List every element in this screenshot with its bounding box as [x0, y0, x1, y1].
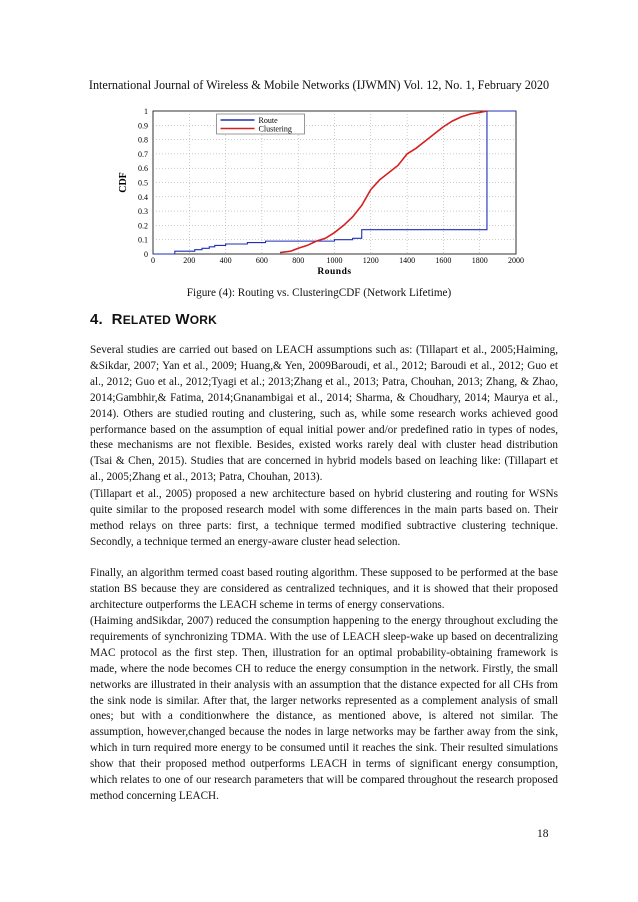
section-heading [90, 311, 217, 328]
journal-header: International Journal of Wireless & Mobile Networks (IJWMN) Vol. 12, No. 1, February 2020 [88, 78, 550, 92]
paragraph-2: (Tillapart et al., 2005) proposed a new architecture based on hybrid clustering and routing for WSNs quite similar to the proposed research model with some differences in the main parts based on. Their method relays on three parts: first, a technique termed modified subtractive clustering technique. Secondly, a technique termed an energy-aware cluster head selection. [90, 488, 558, 548]
x-tick-label: 1800 [471, 256, 488, 265]
y-tick-label: 0.3 [138, 207, 148, 217]
x-axis-label: Rounds [317, 267, 352, 277]
cdf-chart [108, 100, 528, 278]
legend-label-route: Route [258, 116, 278, 125]
paragraph-4: (Haiming andSikdar, 2007) reduced the consumption happening to the energy throughout excluding the requirements of synchronizing TDMA. With the use of LEACH sleep-wake up based on decentralizing MAC protocol as the first step. Then, illustration for an optimal probability-obtaining framework is made, where the node becomes CH to reduce the energy consumption in the network. Firstly, the small networks are illustrated in their analysis with an assumption that the distance expected for all CHs from the sink node is similar. After that, the larger networks represented as a complement analysis of small ones; but with a conditionwhere the distance, as mentioned above, is altered not similar. The assumption, however,changed because the nodes in large networks may be farther away from the sink, which in turn required more energy to be consumed until it reaches the sink. Their resulted simulations show that their proposed method outperforms LEACH in terms of significant energy consumption, which relates to one of our research parameters that will be compared throughout the research proposed method concerning LEACH. [90, 615, 558, 802]
x-tick-label: 2000 [508, 256, 524, 265]
x-tick-label: 600 [255, 256, 268, 265]
page-number: 18 [537, 828, 549, 840]
y-tick-label: 0.6 [138, 164, 148, 174]
legend-label-clustering: Clustering [258, 124, 292, 134]
x-tick-label: 400 [219, 256, 232, 265]
x-tick-label: 1600 [435, 256, 452, 265]
section-title-first-1: R [111, 311, 123, 328]
paragraph-1: Several studies are carried out based on LEACH assumptions such as: (Tillapart et al., 2005;Haiming, &Sikdar, 2007; Yan et al., 2009; Huang,& Yen, 2009Baroudi, et al., 2012; Baroudi et al., 2012; Guo et al., 2012; Guo et al., 2012;Tyagi et al.; 2013;Zhang et al., 2013; Patra, Chouhan, 2013; Zhang, & Zhao, 2014;Gambhir,& Fatima, 2014;Gnanambigai et al., 2014; Sharma, & Choudhary, 2014; Maurya et al., 2014). Others are studied routing and clustering, such as, while some research works achieved good performance based on the assumption of equal initial power and/or predefined ratio in types of nodes, these mechanisms are not flexible. Besides, existed works rarely deal with cluster head distribution (Tsai & Chen, 2015). Studies that are concerned in hybrid models based on leaching like: (Tillapart et al., 2005;Zhang et al., 2013; Patra, Chouhan, 2013). [90, 344, 558, 484]
y-tick-label: 0.8 [138, 135, 148, 145]
y-tick-label: 0 [144, 250, 148, 259]
y-tick-label: 1 [144, 107, 148, 116]
y-tick-label: 0.2 [138, 221, 148, 231]
y-axis-label: CDF [118, 172, 129, 193]
y-tick-label: 0.9 [138, 121, 148, 131]
x-tick-label: 1400 [399, 256, 416, 265]
section-number: 4. [90, 311, 103, 328]
y-tick-label: 0.4 [138, 192, 148, 202]
section-title-rest-1: ELATED [122, 313, 172, 327]
x-tick-label: 800 [292, 256, 305, 265]
section-title-rest-2: ORK [189, 313, 218, 327]
y-tick-label: 0.7 [138, 149, 148, 159]
x-tick-label: 0 [151, 256, 155, 265]
x-tick-label: 200 [183, 256, 196, 265]
paragraph-3: Finally, an algorithm termed coast based routing algorithm. These supposed to be performed at the base station BS because they are considered as centralized techniques, and it is showed that their proposed architecture outperforms the LEACH scheme in terms of energy conservations. [90, 567, 558, 611]
figure-caption: Figure (4): Routing vs. ClusteringCDF (Network Lifetime) [186, 287, 452, 299]
x-tick-label: 1200 [362, 256, 379, 265]
x-tick-label: 1000 [326, 256, 343, 265]
section-title-first-2: W [175, 311, 190, 328]
y-tick-label: 0.1 [138, 235, 148, 245]
y-tick-label: 0.5 [138, 178, 148, 188]
